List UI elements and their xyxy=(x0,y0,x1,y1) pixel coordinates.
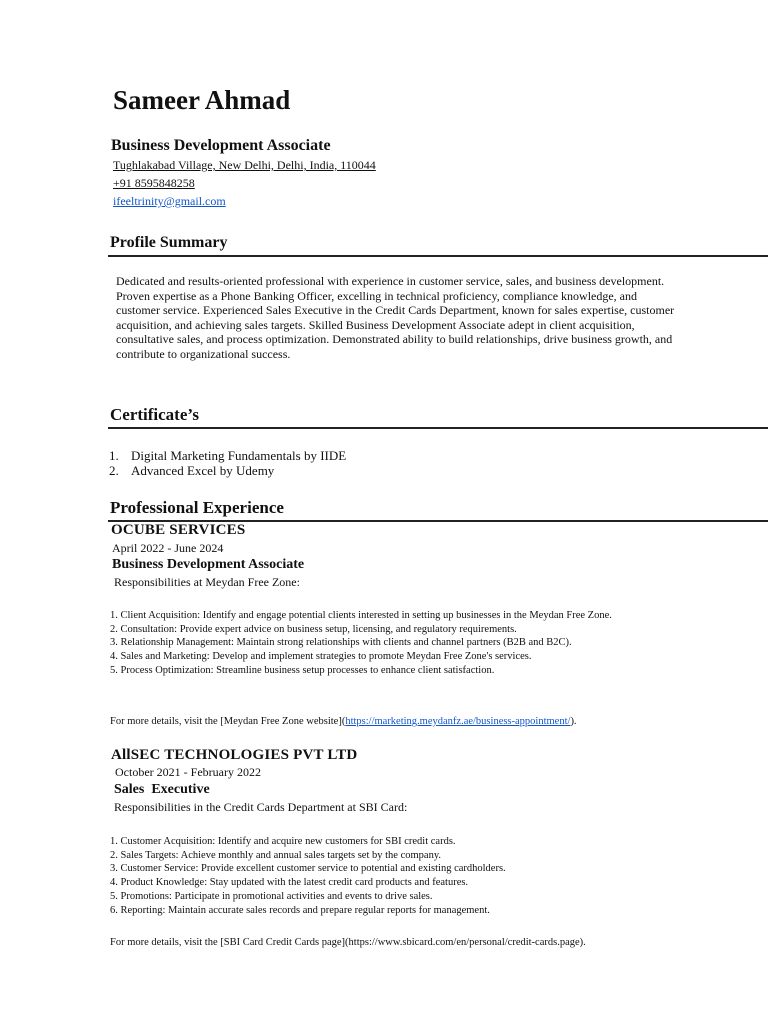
more-details-text xyxy=(110,716,577,727)
list-item: 2. Sales Targets: Achieve monthly and annual sales targets set by the company. xyxy=(110,849,442,861)
email-link[interactable]: ifeeltrinity@gmail.com xyxy=(113,194,226,208)
phone-number[interactable]: +91 8595848258 xyxy=(113,176,195,190)
list-number: 1. xyxy=(109,448,119,463)
job-title: Sales Executive xyxy=(114,782,210,797)
list-item: 5. Promotions: Participate in promotional activities and events to drive sales. xyxy=(110,890,433,902)
section-divider xyxy=(108,255,768,257)
candidate-name: Sameer Ahmad xyxy=(113,85,291,115)
job-dates: April 2022 - June 2024 xyxy=(112,541,224,555)
profile-summary-text: Dedicated and results-oriented professional with experience in customer service, sales, and business development. Proven expertise as a Phone Banking Officer, excelling in technical proficiency, compliance knowledge, and customer service. Experienced Sales Executive in the Credit Cards Department, known for sales expertise, customer acquisition, and achieving sales targets. Skilled Business Development Associate adept in client acquisition, consultative sales, and process optimization. Demonstrated ability to build relationships, drive business growth, and contribute to organizational success. xyxy=(116,274,675,361)
list-item xyxy=(109,463,346,478)
list-number: 2. xyxy=(109,463,119,478)
certificates-heading: Certificate’s xyxy=(110,405,200,424)
more-details-prefix: For more details, visit the [Meydan Free Zone website]( xyxy=(110,716,346,727)
list-item: 1. Customer Acquisition: Identify and acquire new customers for SBI credit cards. xyxy=(110,836,456,847)
more-details-suffix: ). xyxy=(570,716,577,727)
responsibilities-intro: Responsibilities in the Credit Cards Department at SBI Card: xyxy=(114,800,408,814)
duties-list xyxy=(110,835,506,917)
list-item: 6. Reporting: Maintain accurate sales records and prepare regular reports for management. xyxy=(110,904,490,916)
list-item: 4. Product Knowledge: Stay updated with the latest credit card products and features. xyxy=(110,877,469,889)
list-item: 2. Consultation: Provide expert advice on business setup, licensing, and regulatory requirements. xyxy=(110,623,517,635)
candidate-title: Business Development Associate xyxy=(111,137,331,154)
list-item: 3. Relationship Management: Maintain strong relationships with clients and channel partners (B2B and B2C). xyxy=(110,637,572,649)
certificate-name: Advanced Excel by Udemy xyxy=(131,463,275,478)
list-item: 1. Client Acquisition: Identify and engage potential clients interested in setting up businesses in the Meydan Free Zone. xyxy=(110,610,612,621)
job-dates: October 2021 - February 2022 xyxy=(115,765,261,779)
job-title: Business Development Associate xyxy=(112,557,305,572)
address: Tughlakabad Village, New Delhi, Delhi, India, 110044 xyxy=(113,158,376,172)
duties-list xyxy=(110,609,612,678)
company-name: OCUBE SERVICES xyxy=(111,522,246,538)
more-details-text: For more details, visit the [SBI Card Credit Cards page](https://www.sbicard.com/en/personal/credit-cards.page). xyxy=(110,937,586,948)
experience-heading: Professional Experience xyxy=(110,498,284,517)
list-item xyxy=(109,448,346,463)
section-divider xyxy=(108,427,768,429)
responsibilities-intro: Responsibilities at Meydan Free Zone: xyxy=(114,575,300,589)
meydan-link[interactable]: https://marketing.meydanfz.ae/business-appointment/ xyxy=(345,716,571,727)
company-name: AllSEC TECHNOLOGIES PVT LTD xyxy=(111,747,358,763)
profile-summary-heading: Profile Summary xyxy=(110,234,228,251)
certificate-name: Digital Marketing Fundamentals by IIDE xyxy=(131,448,347,463)
list-item: 5. Process Optimization: Streamline business setup processes to enhance client satisfaction. xyxy=(110,664,495,676)
list-item: 4. Sales and Marketing: Develop and implement strategies to promote Meydan Free Zone's services. xyxy=(110,651,532,663)
certificates-list xyxy=(109,448,346,478)
list-item: 3. Customer Service: Provide excellent customer service to potential and existing cardholders. xyxy=(110,863,506,875)
